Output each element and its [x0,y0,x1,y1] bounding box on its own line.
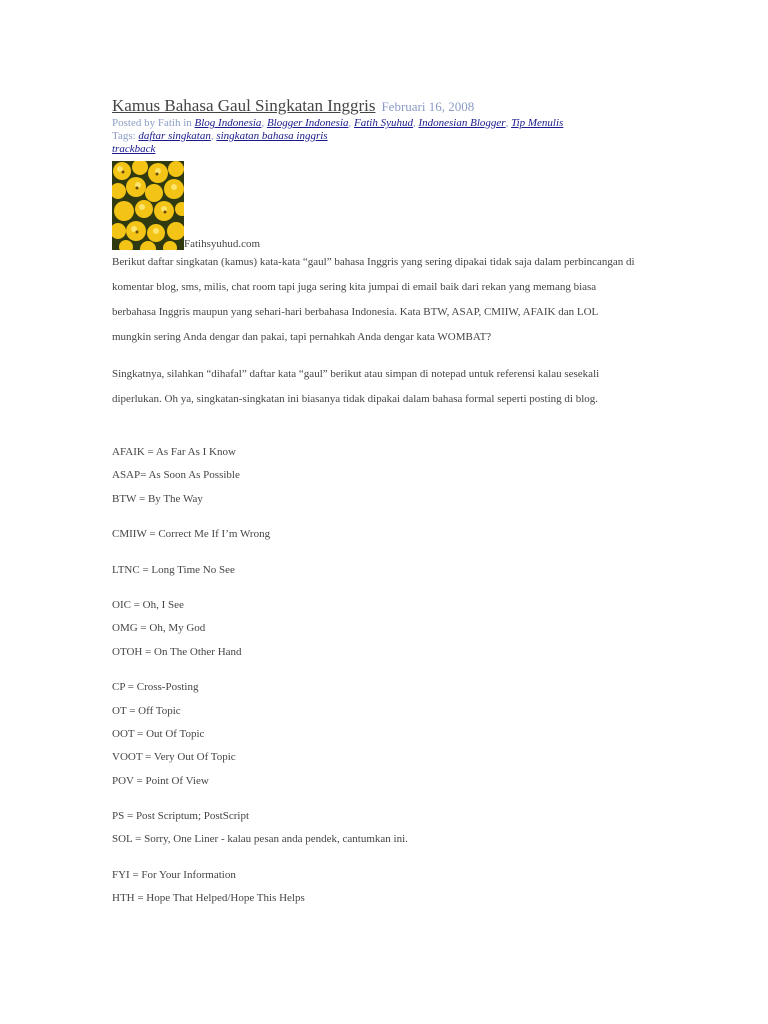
category-link[interactable]: Fatih Syuhud [354,117,413,129]
post-date: Februari 16, 2008 [381,99,475,114]
post-image-row [112,161,672,250]
yellow-flowers-illustration [112,161,184,250]
image-caption: Fatihsyuhud.com [184,238,261,250]
abbreviation-entry: AFAIK = As Far As I Know [112,446,236,458]
abbreviation-entry: VOOT = Very Out Of Topic [112,751,236,764]
abbreviation-list [112,441,672,911]
posted-by-label: Posted by Fatih in [112,117,192,129]
tags-line: Tags: daftar singkatan, singkatan bahasa inggris [112,130,328,142]
abbreviation-entry: OTOH = On The Other Hand [112,645,242,658]
paragraph-line: komentar blog, sms, milis, chat room tapi juga sering kita jumpai di email baik dari rekan yang memang biasa [112,281,597,293]
group-spacer [112,852,672,864]
category-link[interactable]: Tip Menulis [511,117,564,129]
tag-link[interactable]: daftar singkatan [138,130,211,142]
abbreviation-entry: LTNC = Long Time No See [112,563,235,576]
paragraph-line: Singkatnya, silahkan “dihafal” daftar kata “gaul” berikut atau simpan di notepad untuk referensi kalau sesekali [112,368,600,380]
abbreviation-entry: POV = Point Of View [112,774,209,787]
post-title-link[interactable]: Kamus Bahasa Gaul Singkatan Inggris [112,96,376,115]
trackback-link[interactable]: trackback [112,143,156,155]
abbreviation-entry: OT = Off Topic [112,704,181,717]
abbreviation-entry: OOT = Out Of Topic [112,727,205,740]
paragraph-line: Berikut daftar singkatan (kamus) kata-kata “gaul” bahasa Inggris yang sering dipakai tidak saja dalam perbincangan di [112,256,635,268]
post-header [112,96,672,117]
abbreviation-entry: OIC = Oh, I See [112,598,184,611]
tag-link[interactable]: singkatan bahasa inggris [216,130,328,142]
group-spacer [112,793,672,805]
abbreviation-entry: CP = Cross-Posting [112,681,199,694]
tags-label: Tags: [112,130,136,142]
abbreviation-entry: PS = Post Scriptum; PostScript [112,810,250,823]
blog-post [112,96,672,911]
paragraph-line: mungkin sering Anda dengar dan pakai, tapi pernahkah Anda dengar kata WOMBAT? [112,331,492,343]
category-link[interactable]: Indonesian Blogger [418,117,506,129]
body-paragraph [112,250,672,350]
abbreviation-entry: CMIIW = Correct Me If I’m Wrong [112,528,271,541]
group-spacer [112,582,672,594]
paragraph-line: berbahasa Inggris maupun yang sehari-hari berbahasa Indonesia. Kata BTW, ASAP, CMIIW, AFAIK dan LOL [112,306,599,318]
group-spacer [112,511,672,523]
yellow-flowers-image [112,161,184,250]
abbreviation-entry: HTH = Hope That Helped/Hope This Helps [112,892,305,905]
intro-paragraphs [112,250,672,412]
abbreviation-entry: SOL = Sorry, One Liner - kalau pesan anda pendek, cantumkan ini. [112,833,408,846]
category-link[interactable]: Blog Indonesia [194,117,262,129]
category-link[interactable]: Blogger Indonesia [266,117,349,129]
abbreviation-entry: OMG = Oh, My God [112,622,206,635]
posted-by-line: Posted by Fatih in Blog Indonesia, Blogger Indonesia, Fatih Syuhud, Indonesian Blogger, Tip Menulis [112,117,564,129]
abbreviation-entry: ASAP= As Soon As Possible [112,469,240,482]
trackback-line [112,143,672,156]
paragraph-line: diperlukan. Oh ya, singkatan-singkatan ini biasanya tidak dipakai dalam bahasa formal seperti posting di blog. [112,393,599,405]
body-paragraph [112,362,672,412]
group-spacer [112,547,672,559]
group-spacer [112,664,672,676]
abbreviation-entry: BTW = By The Way [112,492,203,505]
abbreviation-entry: FYI = For Your Information [112,868,236,881]
